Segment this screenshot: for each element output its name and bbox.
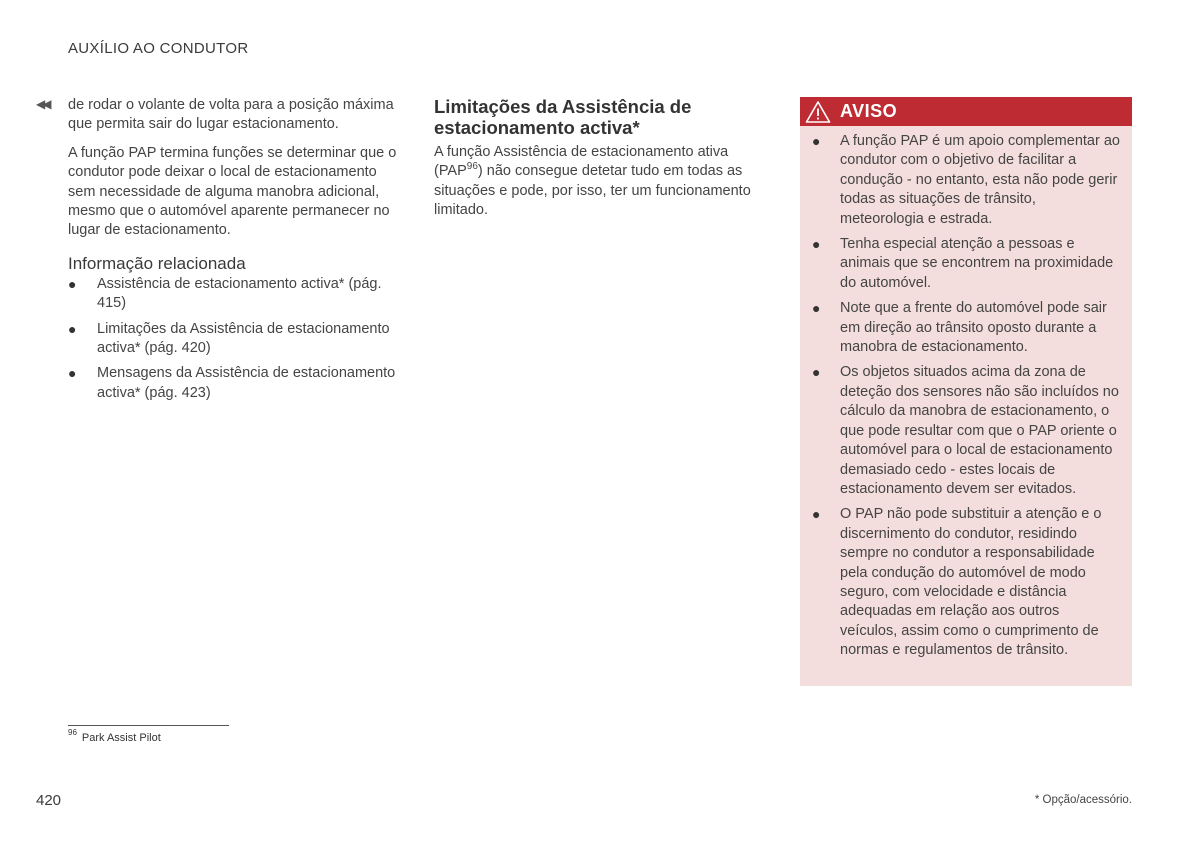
- limitations-paragraph: A função Assistência de estacionamento ativa (PAP$^{96}$) não consegue detetar tudo em todas as situações e pode, por isso, ter um funcionamento limitado.: [434, 144, 751, 219]
- bullet-icon: ●: [812, 364, 821, 381]
- bullet-icon: ●: [68, 275, 77, 292]
- related-link-item[interactable]: [68, 275, 403, 314]
- footnote-number: 96: [68, 728, 77, 738]
- footnote-divider: [68, 725, 229, 726]
- related-link-text[interactable]: Mensagens da Assistência de estacionamento activa* (pág. 423): [97, 365, 396, 401]
- option-note: * Opção/acessório.: [1034, 794, 1132, 806]
- left-column: [68, 96, 403, 409]
- footnote: [68, 728, 161, 744]
- section-heading: Limitações da Assistência de estacionamento activa*: [434, 96, 692, 138]
- related-link-item[interactable]: [68, 364, 403, 403]
- warning-item: ● A função PAP é um apoio complementar ao condutor com o objetivo de facilitar a condução - no entanto, esta não pode gerir todas as situações de trânsito, meteorologia e estrada.: [812, 133, 1120, 227]
- warning-header: [800, 97, 1132, 126]
- footnote-text: Park Assist Pilot: [81, 732, 161, 744]
- related-link-item[interactable]: [68, 320, 403, 359]
- warning-item: ● O PAP não pode substituir a atenção e o discernimento do condutor, residindo sempre no condutor a responsabilidade pela condução do automóvel de modo seguro, com velocidade e distância adequadas em relação aos outros veículos, assim como o cumprimento de normas e regulamentos de trânsito.: [812, 506, 1102, 659]
- warning-item: ● Note que a frente do automóvel pode sair em direção ao trânsito oposto durante a manobra de estacionamento.: [812, 300, 1107, 356]
- continued-paragraph: de rodar o volante de volta para a posição máxima que permita sair do lugar estacionamento.: [68, 97, 394, 133]
- bullet-icon: ●: [68, 365, 77, 382]
- warning-triangle-icon: [805, 100, 831, 124]
- warning-box: [800, 97, 1132, 686]
- bullet-icon: ●: [68, 320, 77, 337]
- page-number: 420: [36, 792, 62, 809]
- warning-item: ● Os objetos situados acima da zona de deteção dos sensores não são incluídos no cálculo da manobra de estacionamento, o que pode resultar com que o PAP oriente o automóvel para o local de estacionamento demasiado cedo - estes locais de estacionamento devem ser evitados.: [812, 364, 1119, 497]
- related-link-text[interactable]: Limitações da Assistência de estacionamento activa* (pág. 420): [97, 320, 390, 357]
- bullet-icon: ●: [812, 506, 821, 523]
- page-header: AUXÍLIO AO CONDUTOR: [68, 40, 249, 57]
- related-info-list: [68, 275, 403, 403]
- bullet-icon: ●: [812, 133, 821, 149]
- continued-icon: ◀◀: [36, 97, 49, 111]
- warning-title: AVISO: [840, 101, 898, 121]
- related-link-text[interactable]: Assistência de estacionamento activa* (pág. 415): [97, 275, 382, 312]
- middle-column: [434, 96, 772, 230]
- pap-end-paragraph: A função PAP termina funções se determinar que o condutor pode deixar o local de estacionamento sem necessidade de alguma manobra adicional, mesmo que o automóvel aparente permanecer no lugar de estacionamento.: [68, 144, 397, 239]
- related-info-heading: Informação relacionada: [68, 253, 246, 273]
- bullet-icon: ●: [812, 236, 821, 253]
- warning-item: ● Tenha especial atenção a pessoas e animais que se encontrem na proximidade do automóvel.: [812, 236, 1114, 291]
- footnote-ref[interactable]: 96: [466, 161, 478, 173]
- warning-list: [812, 132, 1120, 667]
- bullet-icon: ●: [812, 300, 821, 317]
